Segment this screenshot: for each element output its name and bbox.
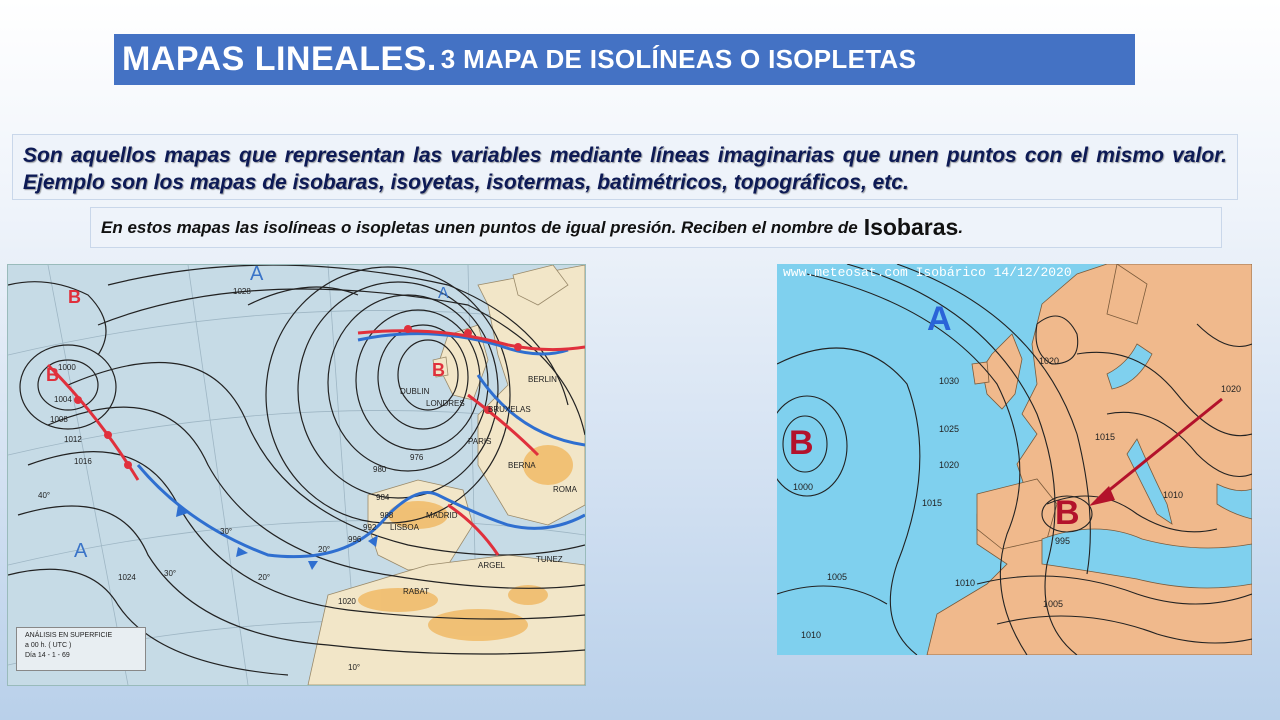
legend-line: Día 14 - 1 - 69 (25, 652, 70, 659)
slide-title (114, 34, 1135, 85)
note-end: . (958, 217, 964, 237)
pressure-low-label: B (46, 365, 59, 385)
isobar-value: 1010 (1163, 490, 1184, 500)
city-label: RABAT (403, 587, 430, 596)
isobar-value: 1020 (1039, 356, 1060, 366)
city-label: ARGEL (478, 561, 506, 570)
isobar-value: 1005 (827, 572, 848, 582)
isobar-value: 1005 (1043, 599, 1064, 609)
pressure-low-label: B (1055, 494, 1080, 532)
title-sub: 3 MAPA DE ISOLÍNEAS O ISOPLETAS (440, 44, 917, 74)
city-label: BRUXELAS (488, 405, 531, 414)
city-label: ROMA (553, 485, 577, 494)
city-label: TUNEZ (536, 555, 563, 564)
isobar-value: 1000 (793, 482, 814, 492)
isobar-value: 976 (410, 453, 424, 462)
isobar-value: 1028 (233, 287, 251, 296)
city-label: PARIS (468, 437, 492, 446)
note-text: En estos mapas las isolíneas o isopletas unen puntos de igual presión. Reciben el nombre de (101, 217, 858, 237)
latitude-label: 30° (220, 527, 233, 536)
isobar-value: 1010 (801, 630, 822, 640)
latitude-label: 40° (38, 491, 51, 500)
map-header: www.meteosat.com Isobárico 14/12/2020 (783, 265, 1072, 280)
surface-analysis-map (7, 264, 586, 686)
legend-line: ANÁLISIS EN SUPERFICIE (25, 632, 113, 639)
latitude-label: 20° (318, 545, 331, 554)
isobar-value: 988 (380, 511, 394, 520)
isobar-value: 1020 (1221, 384, 1242, 394)
city-label: LONDRES (426, 399, 465, 408)
isobaric-map (777, 264, 1252, 655)
isobar-value: 1008 (50, 415, 68, 424)
city-label: BERNA (508, 461, 536, 470)
isobar-value: 1016 (74, 457, 92, 466)
description-text: Son aquellos mapas que representan las variables mediante líneas imaginarias que unen puntos con el mismo valor. Ejemplo son los mapas de isobaras, isoyetas, isotermas, batimétricos, topográficos, etc. (23, 144, 1227, 194)
isobar-value: 980 (373, 465, 387, 474)
latitude-label: 30° (164, 569, 177, 578)
isobar-value: 1010 (955, 578, 976, 588)
isobar-value: 984 (376, 493, 390, 502)
city-label: MADRID (426, 511, 458, 520)
pressure-low-label: B (68, 287, 81, 307)
isobar-value: 992 (363, 523, 377, 532)
city-label: LISBOA (390, 523, 419, 532)
note-box (90, 207, 1222, 248)
isobar-value: 1015 (922, 498, 943, 508)
isobar-value: 1012 (64, 435, 82, 444)
pressure-high-label: A (250, 264, 264, 285)
pressure-high-label: A (927, 300, 952, 338)
isobar-value: 995 (1055, 536, 1071, 546)
latitude-label: 10° (348, 663, 361, 672)
description-box (12, 134, 1238, 200)
isobar-value: 1004 (54, 395, 72, 404)
pressure-low-label: B (432, 360, 445, 380)
legend-line: a 00 h. ( UTC ) (25, 642, 72, 649)
isobar-value: 1025 (939, 424, 960, 434)
pressure-high-label: A (74, 540, 88, 562)
isobar-value: 1030 (939, 376, 960, 386)
isobar-value: 996 (348, 535, 362, 544)
pressure-high-label: A (438, 285, 449, 302)
map-legend (16, 627, 146, 671)
isobar-value: 1000 (58, 363, 76, 372)
note-emphasis: Isobaras (863, 214, 959, 240)
city-label: BERLIN (528, 375, 557, 384)
isobar-value: 1015 (1095, 432, 1116, 442)
isobar-value: 1020 (338, 597, 356, 606)
city-label: DUBLIN (400, 387, 430, 396)
isobar-value: 1024 (118, 573, 136, 582)
latitude-label: 20° (258, 573, 271, 582)
title-main: MAPAS LINEALES. (122, 40, 437, 78)
pressure-low-label: B (789, 424, 814, 462)
isobar-value: 1020 (939, 460, 960, 470)
